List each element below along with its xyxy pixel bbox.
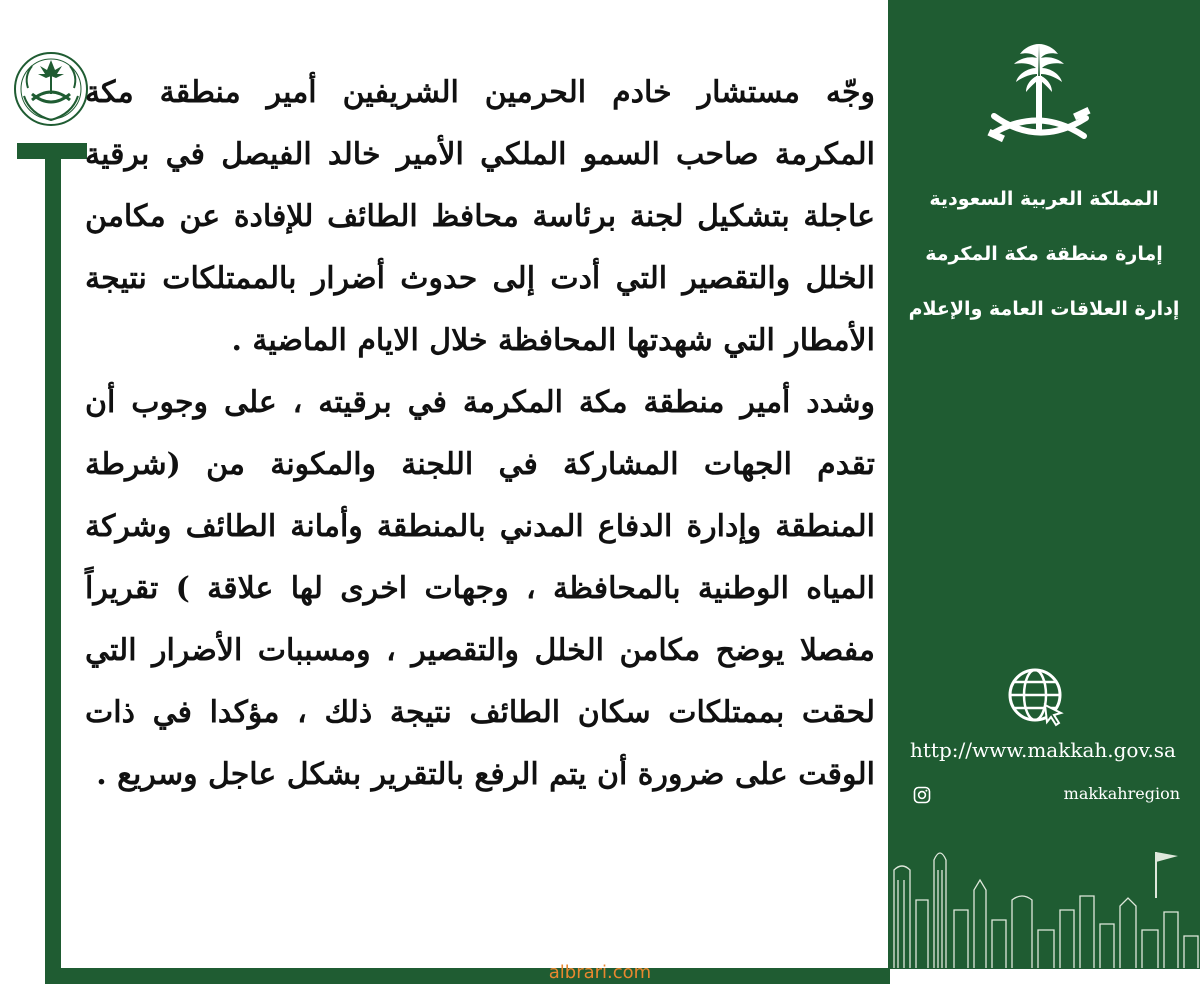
frame-left-bar [45,159,61,974]
watermark: albrari.com [548,962,652,983]
article-paragraph-1: وجّه مستشار خادم الحرمين الشريفين أمير منطقة مكة المكرمة صاحب السمو الملكي الأمير خالد الفيصل في برقية عاجلة بتشكيل لجنة برئاسة محافظ الطائف للإفادة عن مكامن الخلل والتقصير التي أدت إلى حدوث أضرار بالممتلكات نتيجة الأمطار التي شهدتها المحافظة خلال الايام الماضية . [85,75,875,358]
department-title: إدارة العلاقات العامة والإعلام [908,298,1180,320]
globe-icon [1005,665,1067,727]
makkah-emirate-emblem-icon [10,48,92,130]
emirate-title: إمارة منطقة مكة المكرمة [925,243,1163,265]
instagram-handle[interactable]: makkahregion [1063,784,1180,803]
frame-bottom-bar [45,968,890,984]
frame-top-bar [17,143,87,159]
instagram-icon[interactable] [913,786,931,804]
website-link[interactable]: http://www.makkah.gov.sa [910,738,1176,762]
article-paragraph-2: وشدد أمير منطقة مكة المكرمة في برقيته ، على وجوب أن تقدم الجهات المشاركة في اللجنة والمكونة من (شرطة المنطقة وإدارة الدفاع المدني بالمنطقة وأمانة الطائف وشركة المياه الوطنية بالمحافظة ، وجهات اخرى لها علاقة ) تقريراً مفصلا يوضح مكامن الخلل والتقصير ، ومسببات الأضرار التي لحقت بممتلكات سكان الطائف نتيجة ذلك ، مؤكدا في ذات الوقت على ضرورة أن يتم الرفع بالتقرير بشكل عاجل وسريع . [85,385,875,792]
right-sidebar-panel [888,0,1200,969]
city-skyline-illustration [888,840,1200,968]
palm-and-swords-icon [974,36,1104,160]
article-body [85,62,875,806]
kingdom-title: المملكة العربية السعودية [929,188,1159,210]
